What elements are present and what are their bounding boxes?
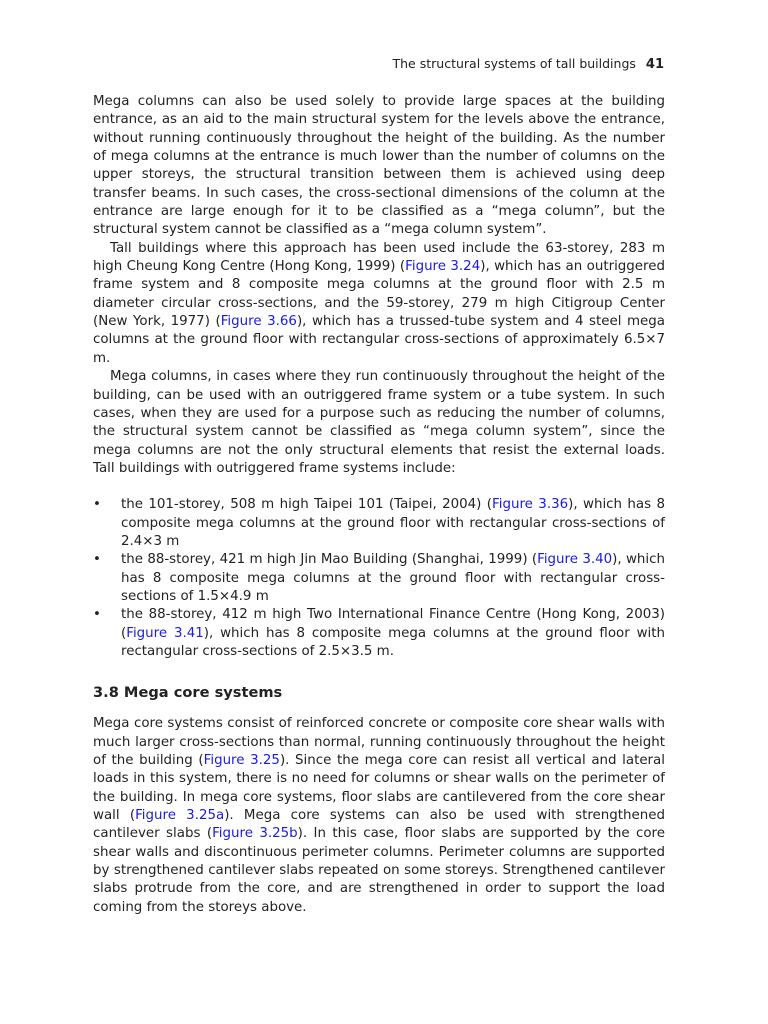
paragraph-1: Mega columns can also be used solely to provide large spaces at the building entrance, as an aid to the main structural system for the levels above the entrance, without running continuously throughout the height of the building. As the number of mega columns at the entrance is much lower than the number of columns on the upper storeys, the structural transition between them is achieved using deep transfer beams. In such cases, the cross-sectional dimensions of the column at the entrance are large enough for it to be classified as a “mega column”, but the structural system cannot be classified as a “mega column system”. xyxy=(93,94,665,238)
text-run: ), which has a trussed-tube system and 4 steel mega columns at the ground floor with rectangular cross-sections of approximately 6.5×7 m. xyxy=(93,314,665,366)
text-run: ). Mega core systems can also be used with strengthened cantilever slabs ( xyxy=(93,808,665,842)
list-item xyxy=(93,551,665,606)
figure-link-3-25b[interactable]: Figure 3.25b xyxy=(212,826,298,842)
text-run: the 88-storey, 421 m high Jin Mao Building (Shanghai, 1999) ( xyxy=(121,552,538,568)
section-heading: 3.8 Mega core systems xyxy=(93,684,283,702)
list-item xyxy=(93,606,665,661)
figure-link-3-25[interactable]: Figure 3.25 xyxy=(203,753,280,768)
section-paragraph xyxy=(93,715,665,917)
page-number: 41 xyxy=(645,57,664,72)
bullet-icon: • xyxy=(93,607,101,623)
bullet-list xyxy=(93,496,665,661)
text-run: ), which has 8 composite mega columns at the ground floor with rectangular cross-sections of 1.5×4.9 m xyxy=(121,552,665,604)
figure-link-3-36[interactable]: Figure 3.36 xyxy=(492,497,569,513)
running-title: The structural systems of tall buildings xyxy=(392,56,636,71)
text-run: ). Since the mega core can resist all vertical and lateral loads in this system, there is no need for columns or shear walls on the perimeter of the building. In mega core systems, floor slabs are cantilevered from the core shear wall ( xyxy=(93,753,665,824)
bullet-icon: • xyxy=(93,552,101,568)
body-text xyxy=(93,93,665,917)
figure-link-3-41[interactable]: Figure 3.41 xyxy=(126,625,204,641)
text-run: ), which has 8 composite mega columns at the ground floor with rectangular cross-sections of 2.4×3 m xyxy=(121,497,665,549)
bullet-icon: • xyxy=(93,497,101,513)
text-run: ). In this case, floor slabs are supported by the core shear walls and discontinuous perimeter columns. Perimeter columns are supported by strengthened cantilever slabs repeated on some storeys. Strengthened cantilever slabs protrude from the core, and are strengthened in order to support the load coming from the storeys above. xyxy=(93,826,665,915)
text-run: ), which has 8 composite mega columns at the ground floor with rectangular cross-sections of 2.5×3.5 m. xyxy=(121,625,665,659)
text-run: Tall buildings where this approach has been used include the 63-storey, 283 m high Cheung Kong Centre (Hong Kong, 1999) ( xyxy=(93,240,665,275)
paragraph-3: Mega columns, in cases where they run continuously throughout the height of the building, can be used with an outriggered frame system or a tube system. In such cases, when they are used for a purpose such as reducing the number of columns, the structural system cannot be classified as “mega column system”, since the mega columns are not the only structural elements that resist the external loads. Tall buildings with outriggered frame systems include: xyxy=(93,369,665,476)
list-item xyxy=(93,496,665,551)
figure-link-3-25a[interactable]: Figure 3.25a xyxy=(135,808,225,824)
paragraph-2 xyxy=(93,240,665,368)
figure-link-3-40[interactable]: Figure 3.40 xyxy=(537,552,613,568)
figure-link-3-24[interactable]: Figure 3.24 xyxy=(405,259,481,275)
text-run: Mega core systems consist of reinforced concrete or composite core shear walls with much larger cross-sections than normal, running continuously throughout the height of the building ( xyxy=(93,716,665,768)
text-run: the 88-storey, 412 m high Two International Finance Centre (Hong Kong, 2003) ( xyxy=(121,607,665,641)
text-run: the 101-storey, 508 m high Taipei 101 (Taipei, 2004) ( xyxy=(121,497,493,513)
running-header xyxy=(393,56,665,72)
text-run: ), which has an outriggered frame system and 8 composite mega columns at the ground floor with 2.5 m diameter circular cross-sections, and the 59-storey, 279 m high Citigroup Center (New York, 1977) ( xyxy=(93,259,665,330)
figure-link-3-66[interactable]: Figure 3.66 xyxy=(220,314,297,330)
